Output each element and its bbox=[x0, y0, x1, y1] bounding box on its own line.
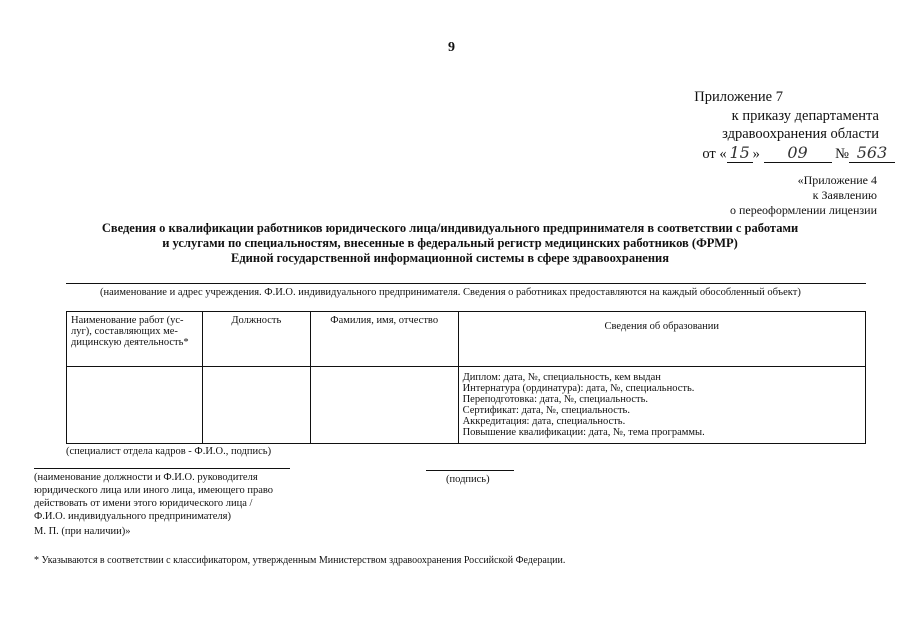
education-internship: Интернатура (ординатура): дата, №, специальность. bbox=[462, 383, 695, 394]
number-prefix: № bbox=[835, 146, 849, 162]
date-mid: » bbox=[752, 146, 760, 162]
education-accreditation: Аккредитация: дата, специальность. bbox=[462, 416, 626, 427]
header-services-line2: луг), составляющих ме- bbox=[71, 326, 178, 337]
header-services bbox=[67, 312, 203, 367]
inner-appendix-line3: о переоформлении лицензии bbox=[729, 203, 877, 217]
head-caption-line2: юридического лица или иного лица, имеющего право bbox=[34, 485, 274, 496]
head-caption bbox=[34, 471, 273, 538]
head-caption-line4: Ф.И.О. индивидуального предпринимателя) bbox=[34, 511, 231, 522]
education-advanced-training: Повышение квалификации: дата, №, тема программы. bbox=[462, 427, 705, 438]
page-number: 9 bbox=[448, 40, 455, 55]
appendix-department-line: здравоохранения области bbox=[722, 126, 879, 142]
signature-line bbox=[426, 470, 514, 471]
document-title-line3: Единой государственной информационной системы в сфере здравоохранения bbox=[231, 251, 669, 265]
cell-position bbox=[202, 367, 310, 444]
cell-services bbox=[67, 367, 203, 444]
hr-specialist-caption: (специалист отдела кадров - Ф.И.О., подпись) bbox=[66, 446, 272, 457]
date-day-handwritten: 15 bbox=[727, 143, 753, 163]
date-month-handwritten: 09 bbox=[764, 143, 832, 163]
footnote: * Указываются в соответствии с классификатором, утвержденным Министерством здравоохранения Российской Федерации. bbox=[34, 555, 566, 566]
header-position: Должность bbox=[202, 312, 310, 367]
document-title-line2: и услугами по специальностям, внесенные в федеральный регистр медицинских работников (ФРМР) bbox=[162, 236, 738, 250]
order-date-number bbox=[702, 143, 895, 163]
document-title-line1: Сведения о квалификации работников юридического лица/индивидуального предпринимателя в соответствии с работами bbox=[101, 221, 799, 235]
appendix-title: Приложение 7 bbox=[694, 89, 783, 105]
education-certificate: Сертификат: дата, №, специальность. bbox=[462, 405, 630, 416]
date-prefix: от « bbox=[702, 146, 727, 162]
head-signature-line bbox=[34, 468, 290, 469]
appendix-order-line: к приказу департамента bbox=[731, 108, 879, 124]
education-diploma: Диплом: дата, №, специальность, кем выдан bbox=[462, 372, 661, 383]
qualification-table bbox=[66, 311, 866, 444]
org-name-line bbox=[66, 283, 866, 284]
head-caption-line3: действовать от имени этого юридического лица / bbox=[34, 498, 253, 509]
inner-appendix-title: «Приложение 4 bbox=[797, 173, 877, 187]
table-header-row bbox=[67, 312, 866, 367]
table-row bbox=[67, 367, 866, 444]
org-caption: (наименование и адрес учреждения. Ф.И.О. индивидуального предпринимателя. Сведения о работниках предоставляются на каждый обособленный объект) bbox=[100, 287, 801, 298]
order-number-handwritten: 563 bbox=[849, 143, 895, 163]
header-services-line3: дицинскую деятельность* bbox=[71, 337, 189, 348]
head-caption-line1: (наименование должности и Ф.И.О. руководителя bbox=[34, 472, 258, 483]
education-retraining: Переподготовка: дата, №, специальность. bbox=[462, 394, 648, 405]
inner-appendix-line2: к Заявлению bbox=[812, 188, 877, 202]
signature-caption: (подпись) bbox=[446, 474, 490, 485]
cell-education bbox=[458, 367, 865, 444]
cell-full-name bbox=[310, 367, 458, 444]
header-education: Сведения об образовании bbox=[458, 312, 865, 367]
stamp-caption: М. П. (при наличии)» bbox=[34, 526, 131, 537]
header-services-line1: Наименование работ (ус- bbox=[71, 315, 184, 326]
header-full-name: Фамилия, имя, отчество bbox=[310, 312, 458, 367]
